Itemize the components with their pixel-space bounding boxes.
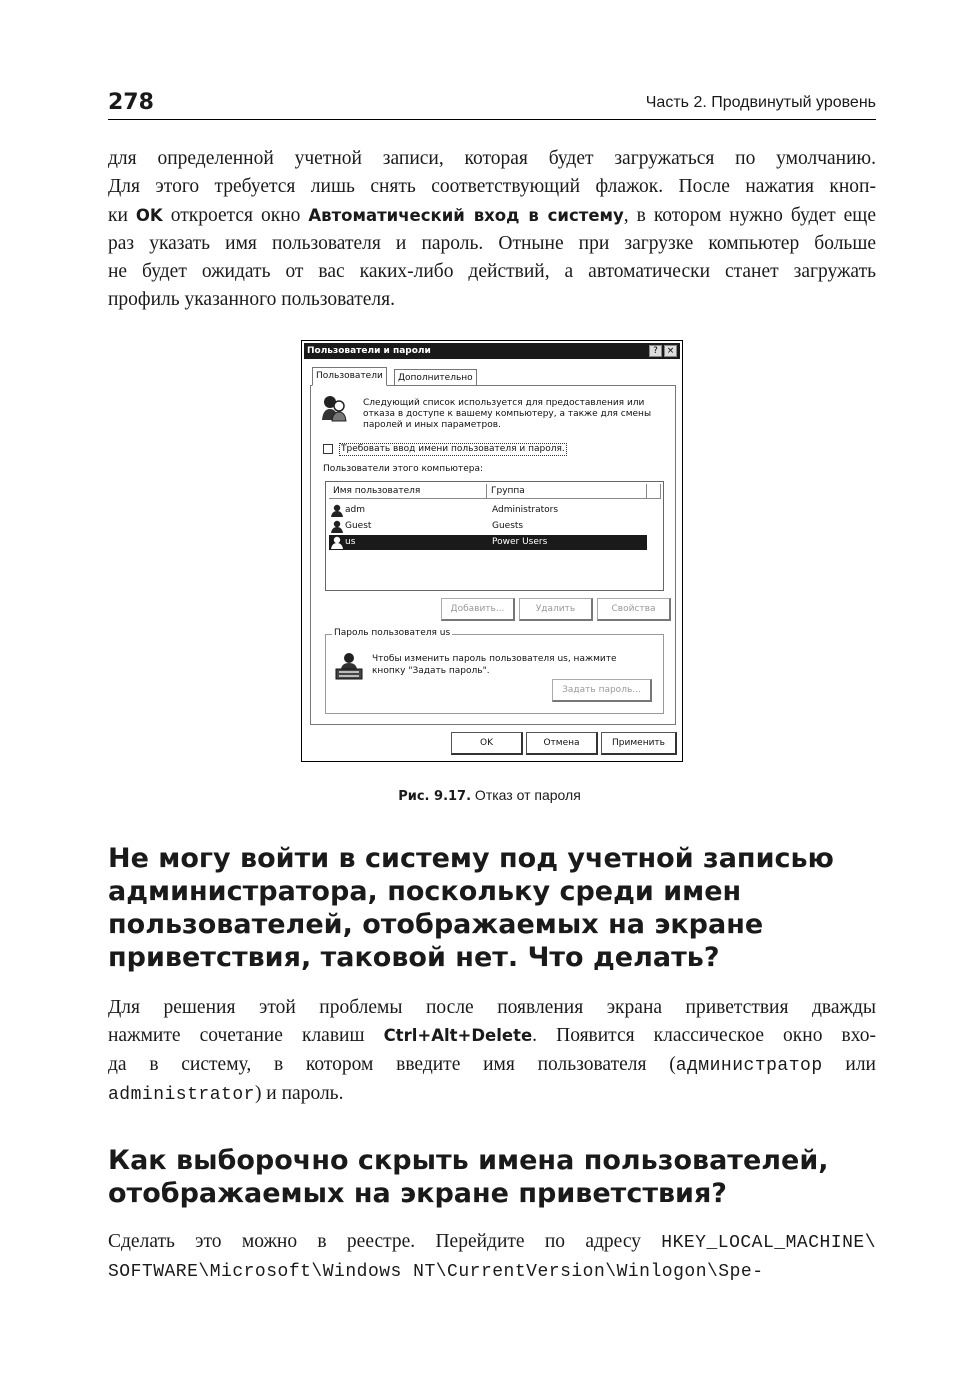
ui-term-window: Автоматический вход в систему xyxy=(308,205,624,225)
user-name: Guest xyxy=(345,521,372,531)
ui-term-ok: OK xyxy=(135,205,163,225)
user-icon xyxy=(331,536,343,549)
user-group: Administrators xyxy=(492,505,559,515)
header-rule xyxy=(108,119,876,120)
heading-line: Не могу войти в систему под учетной записью xyxy=(108,843,834,874)
figure-number: Рис. 9.17. xyxy=(398,789,472,804)
user-icon xyxy=(331,520,343,533)
tab-advanced[interactable]: Дополнительно xyxy=(394,369,477,385)
section-heading xyxy=(108,842,876,974)
section-heading xyxy=(108,1144,876,1210)
running-header: Часть 2. Продвинутый уровень xyxy=(645,94,876,111)
text-line xyxy=(108,1228,876,1257)
text-run: нажмите сочетание клавиш xyxy=(108,1025,384,1047)
ok-button[interactable]: OK xyxy=(451,732,523,755)
heading-line: пользователей, отображаемых на экране xyxy=(108,909,764,940)
users-icon xyxy=(321,394,347,422)
user-name: adm xyxy=(345,505,365,515)
text-run: , в котором нужно будет еще xyxy=(623,204,876,226)
text-line: раз указать имя пользователя и пароль. Отныне при загрузке компьютер больше xyxy=(108,232,876,254)
table-row[interactable] xyxy=(329,519,647,534)
table-row[interactable] xyxy=(329,503,647,518)
code-text: administrator xyxy=(108,1084,255,1105)
password-text: Чтобы изменить пароль пользователя us, нажмите кнопку "Задать пароль". xyxy=(372,654,617,676)
text-run: ки xyxy=(108,204,136,226)
help-button[interactable]: ? xyxy=(649,345,662,357)
text-line xyxy=(108,1257,876,1286)
heading-line: приветствия, таковой нет. Что делать? xyxy=(108,942,720,973)
heading-line: Как выборочно скрыть имена пользователей, xyxy=(108,1145,829,1176)
column-header-name[interactable]: Имя пользователя xyxy=(329,484,487,499)
heading-line: администратора, поскольку среди имен xyxy=(108,876,742,907)
password-group-title: Пароль пользователя us xyxy=(334,628,451,638)
text-line: профиль указанного пользователя. xyxy=(108,289,395,311)
close-button[interactable]: × xyxy=(664,345,677,357)
intro-paragraph xyxy=(108,145,876,315)
cancel-button[interactable]: Отмена xyxy=(526,732,598,755)
text-line: не будет ожидать от вас каких-либо действий, а автоматически станет загружать xyxy=(108,261,876,283)
user-name: us xyxy=(345,537,356,547)
apply-button[interactable]: Применить xyxy=(601,732,677,755)
code-text: SOFTWARE\Microsoft\Windows NT\CurrentVersion\Winlogon\Spe- xyxy=(108,1262,764,1283)
text-line xyxy=(108,202,876,230)
text-run: да в систему, в котором введите имя пользователя ( xyxy=(108,1053,676,1075)
code-text: администратор xyxy=(675,1055,823,1076)
tab-panel xyxy=(310,385,676,725)
code-text: HKEY_LOCAL_MACHINE\ xyxy=(661,1233,876,1253)
users-list[interactable] xyxy=(325,481,664,591)
section-paragraph xyxy=(108,1228,876,1287)
column-header-empty xyxy=(647,484,661,499)
require-login-label[interactable]: Требовать ввод имени пользователя и пароля. xyxy=(341,444,565,454)
user-icon xyxy=(331,504,343,517)
figure-caption xyxy=(0,787,979,804)
users-passwords-dialog xyxy=(301,340,683,762)
page-number: 278 xyxy=(108,90,154,115)
user-group: Guests xyxy=(492,521,524,531)
text-line: Для решения этой проблемы после появления экрана приветствия дважды xyxy=(108,997,876,1018)
heading-line: отображаемых на экране приветствия? xyxy=(108,1178,727,1209)
add-user-button[interactable]: Добавить... xyxy=(441,598,515,621)
require-login-checkbox[interactable] xyxy=(323,444,333,454)
text-run: откроется окно xyxy=(162,204,309,226)
figure-caption-text: Отказ от пароля xyxy=(471,787,581,803)
info-text: Следующий список используется для предоставления или отказа в доступе к вашему компьютеру, а также для смены паролей и иных параметров. xyxy=(363,398,652,430)
key-combo: Ctrl+Alt+Delete xyxy=(383,1026,533,1046)
password-group xyxy=(325,628,664,714)
text-run: Сделать это можно в реестре. Перейдите по адресу xyxy=(108,1231,662,1252)
table-row-selected[interactable] xyxy=(329,535,647,550)
user-group: Power Users xyxy=(492,537,548,547)
text-line: для определенной учетной записи, которая будет загружаться по умолчанию. xyxy=(108,148,876,169)
keyboard-user-icon xyxy=(334,651,364,681)
dialog-titlebar xyxy=(304,343,680,359)
dialog-title: Пользователи и пароли xyxy=(307,346,431,356)
text-run: или xyxy=(822,1053,876,1075)
text-line: Для этого требуется лишь снять соответствующий флажок. После нажатия кноп- xyxy=(108,176,876,198)
section-paragraph xyxy=(108,994,876,1109)
tab-users[interactable]: Пользователи xyxy=(312,367,387,386)
text-run: . Появится классическое окно вхо- xyxy=(532,1025,876,1047)
properties-button[interactable]: Свойства xyxy=(597,598,671,621)
text-line xyxy=(108,1051,876,1080)
remove-user-button[interactable]: Удалить xyxy=(519,598,593,621)
text-line xyxy=(108,1022,876,1050)
column-header-group[interactable]: Группа xyxy=(487,484,647,499)
users-list-label: Пользователи этого компьютера: xyxy=(323,464,484,474)
text-run: ) и пароль. xyxy=(254,1082,344,1104)
text-line xyxy=(108,1080,876,1109)
set-password-button[interactable]: Задать пароль... xyxy=(552,679,652,702)
